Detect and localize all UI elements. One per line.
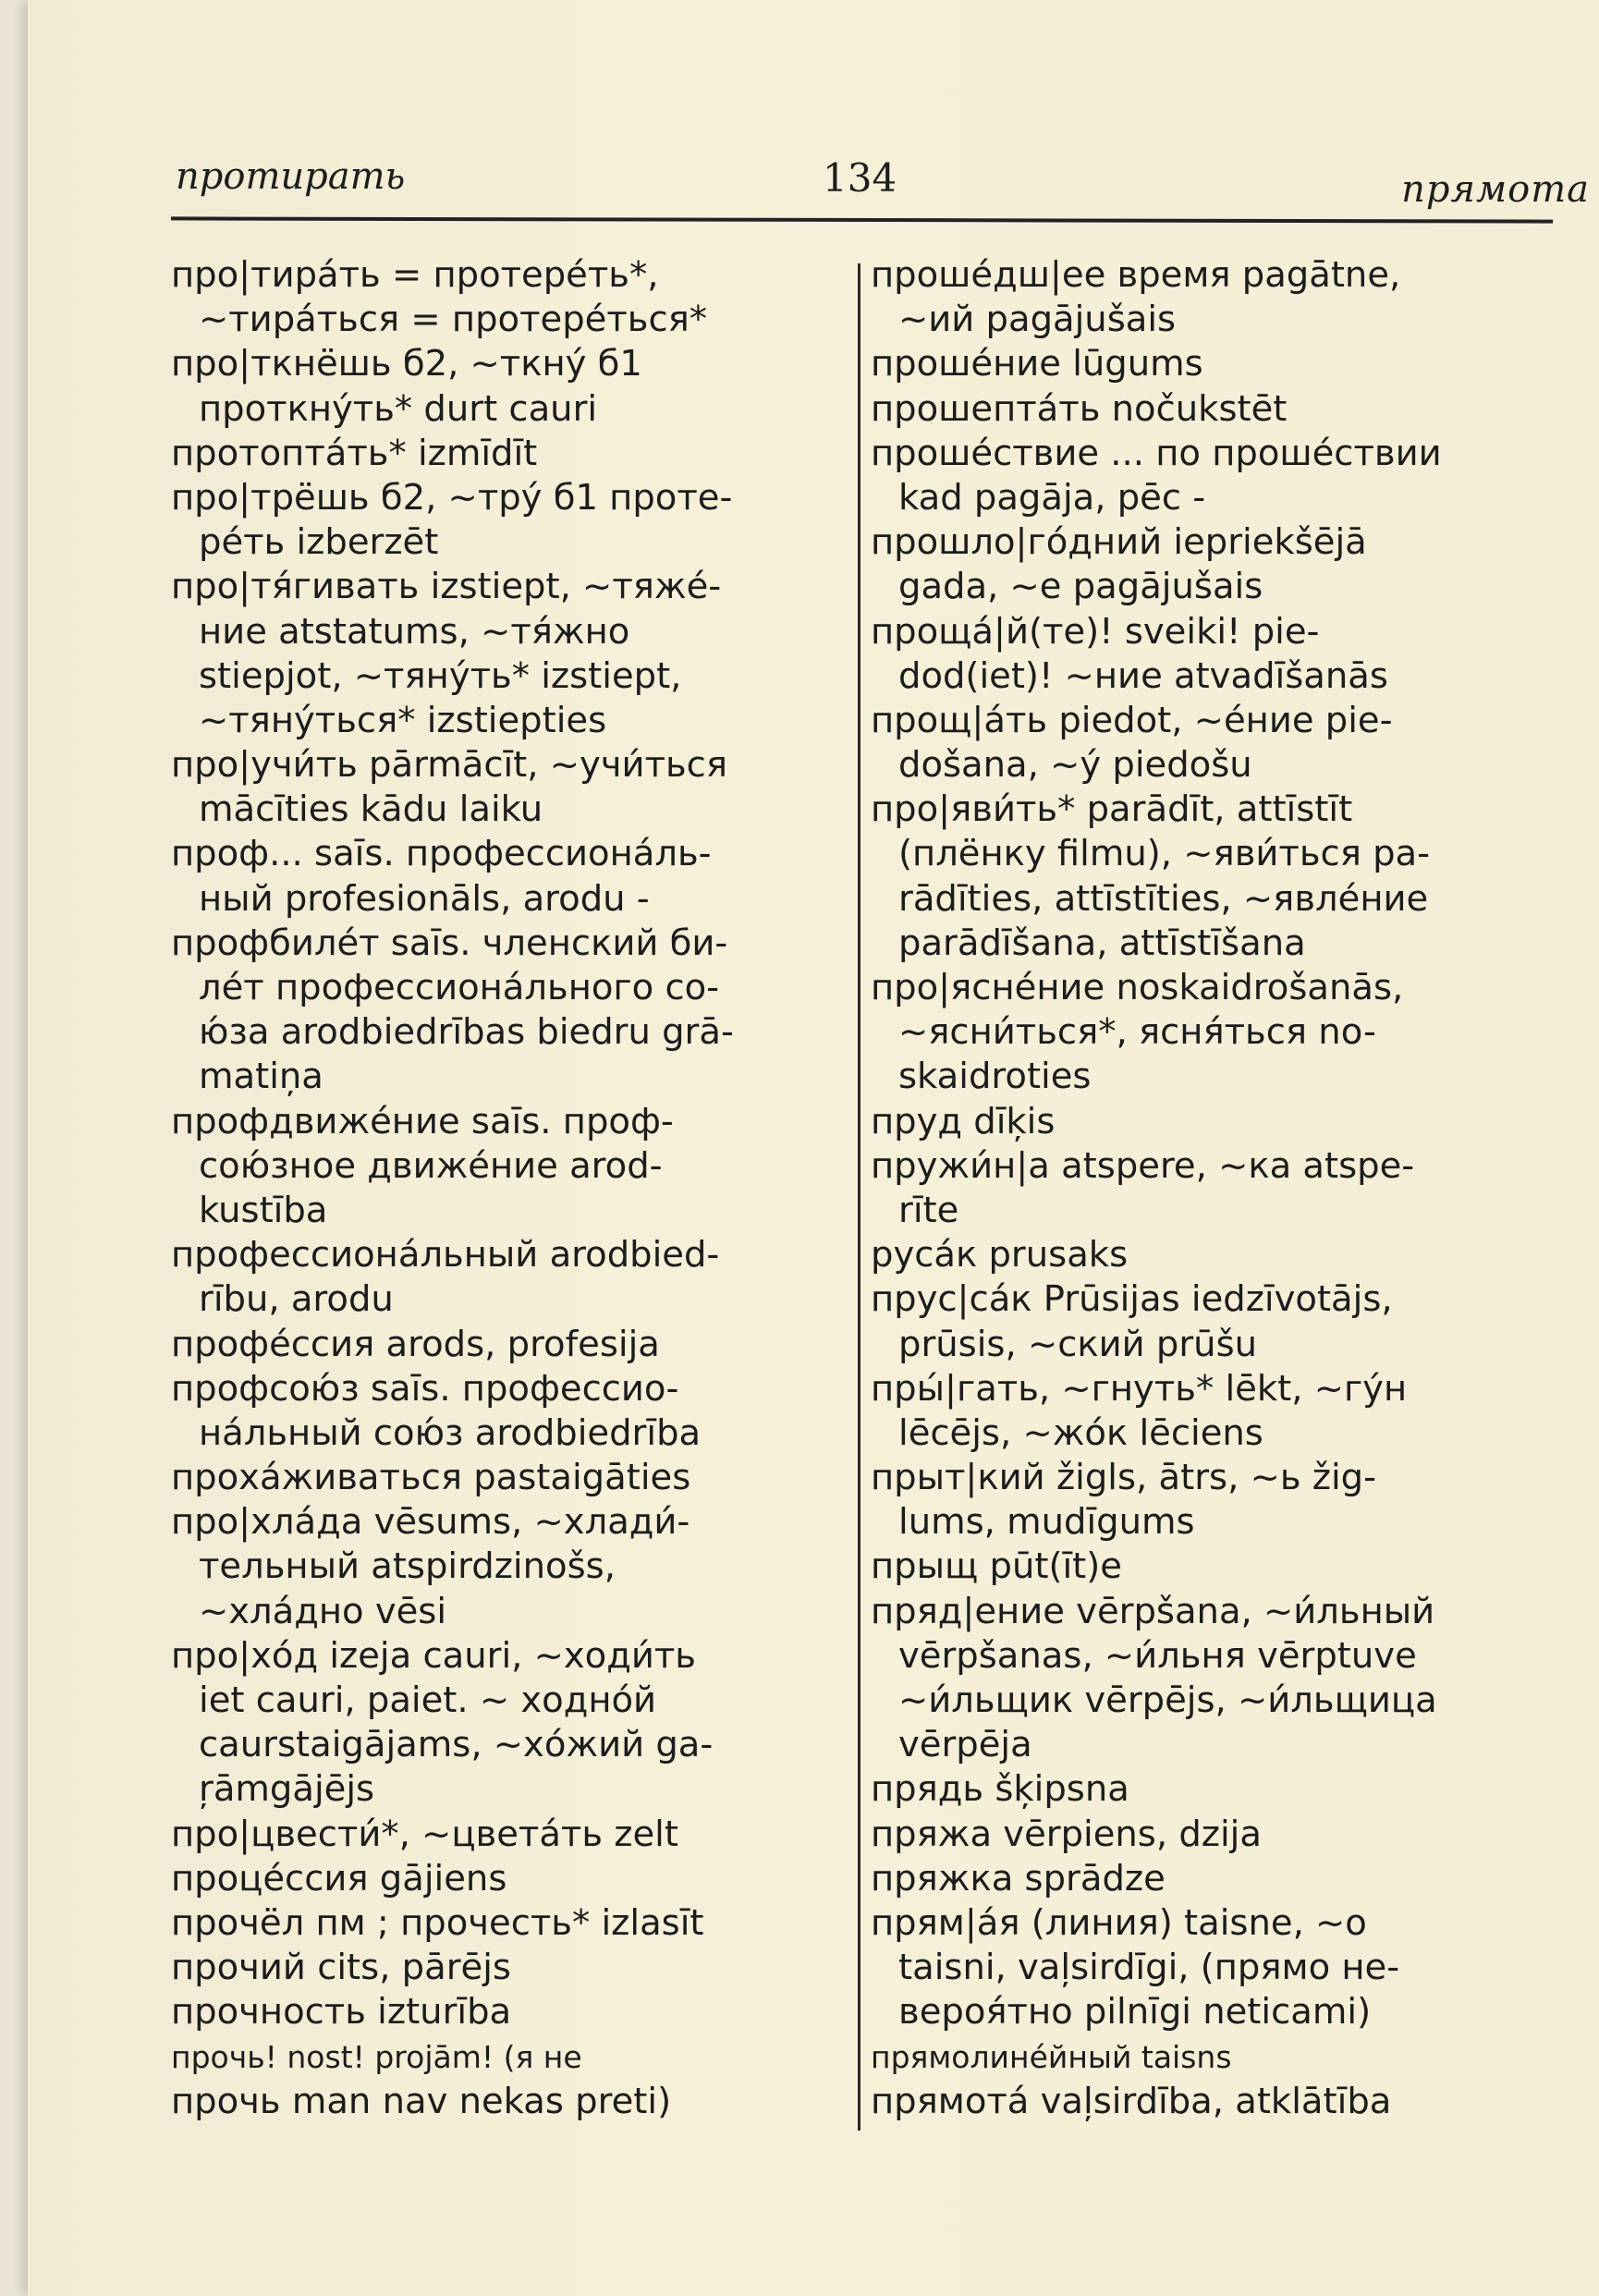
dictionary-line: на́льный сою́з arodbiedrība [199, 1411, 702, 1454]
dictionary-line: про|трёшь б2, ~тру́ б1 проте- [171, 476, 733, 519]
dictionary-line: проткну́ть* durt cauri [199, 387, 598, 430]
dictionary-line: lēcējs, ~жо́к lēciens [898, 1411, 1263, 1454]
dictionary-line: прочёл пм ; прочесть* izlasīt [171, 1901, 704, 1944]
dictionary-line: прямолине́йный taisns [871, 2038, 1232, 2075]
dictionary-line: проце́ссия gājiens [171, 1857, 507, 1899]
dictionary-line: про|тира́ть = протере́ть*, [171, 254, 659, 296]
dictionary-line: проше́дш|ее время pagātne, [871, 254, 1401, 296]
dictionary-line: ~тяну́ться* izstiepties [199, 699, 607, 741]
dictionary-line: прус|са́к Prūsijas iedzīvotājs, [871, 1278, 1393, 1321]
header-first-entry: протирать [176, 155, 406, 198]
dictionary-line: rību, arodu [199, 1278, 394, 1321]
dictionary-line: ние atstatums, ~тя́жно [199, 610, 630, 653]
dictionary-line: matiņa [199, 1056, 323, 1098]
left-column [171, 253, 846, 2124]
dictionary-line: проща́|й(те)! sveiki! pie- [871, 610, 1320, 653]
dictionary-line: про|учи́ть pārmācīt, ~учи́ться [171, 744, 728, 787]
right-column [871, 253, 1541, 2124]
dictionary-line: про|яви́ть* parādīt, attīstīt [871, 788, 1353, 831]
dictionary-line: про|хла́да vēsums, ~хлади́- [171, 1501, 690, 1544]
dictionary-line: ~ясни́ться*, ясня́ться no- [898, 1011, 1376, 1054]
dictionary-line: про|ясне́ние noskaidrošanās, [871, 967, 1404, 1008]
dictionary-line: parādīšana, attīstīšana [898, 922, 1306, 964]
dictionary-line: про|хо́д izeja cauri, ~ходи́ть [171, 1634, 696, 1677]
dictionary-line: прядь šķipsna [871, 1768, 1129, 1811]
dictionary-line: ю́за arodbiedrības biedru grā- [199, 1011, 734, 1054]
dictionary-line: došana, ~у́ piedošu [898, 744, 1252, 787]
dictionary-line: rīte [898, 1189, 959, 1231]
dictionary-line: ŗāmgājējs [199, 1768, 375, 1811]
dictionary-line: профессиона́льный arodbied- [171, 1234, 720, 1276]
dictionary-line: lums, mudīgums [898, 1501, 1195, 1544]
dictionary-line: kad pagāja, pēc - [898, 476, 1206, 519]
header-last-entry: прямота [1401, 168, 1590, 211]
dictionary-line: ле́т профессиона́льного со- [199, 967, 720, 1008]
dictionary-line: прямота́ vaļsirdība, atklātība [871, 2080, 1392, 2122]
dictionary-line: (плёнку filmu), ~яви́ться ра- [898, 833, 1431, 875]
dictionary-line: протопта́ть* izmīdīt [171, 432, 538, 474]
dictionary-line: ~хла́дно vēsi [199, 1590, 447, 1632]
dictionary-line: прочь man nav nekas preti) [171, 2080, 672, 2122]
dictionary-line: пры́|гать, ~гнуть* lēkt, ~гу́н [871, 1367, 1408, 1410]
dictionary-line: проф... saīs. профессиона́ль- [171, 833, 712, 875]
dictionary-line: gada, ~е pagājušais [898, 566, 1263, 608]
dictionary-line: тельный atspirdzinošs, [199, 1545, 616, 1588]
dictionary-line: прям|а́я (линия) taisne, ~о [871, 1901, 1367, 1944]
dictionary-line: руса́к prusaks [871, 1234, 1129, 1276]
dictionary-line: про|цвести́*, ~цвета́ть zelt [171, 1813, 678, 1855]
dictionary-line: прощ|а́ть piedot, ~е́ние pie- [871, 699, 1393, 741]
dictionary-line: rādīties, attīstīties, ~явле́ние [898, 877, 1429, 920]
dictionary-line: прочь! nost! projām! (я не [171, 2038, 582, 2075]
dictionary-line: прыщ pūt(īt)e [871, 1545, 1122, 1588]
dictionary-line: прочий cits, pārējs [171, 1947, 511, 1989]
dictionary-line: пряжка sprādze [871, 1857, 1166, 1899]
dictionary-line: сою́зное движе́ние arod- [199, 1144, 663, 1187]
dictionary-line: прошло|го́дний iepriekšējā [871, 521, 1367, 564]
dictionary-line: профсою́з saīs. профессио- [171, 1367, 679, 1410]
page-number: 134 [823, 155, 897, 201]
dictionary-line: iet cauri, paiet. ~ ходно́й [199, 1679, 657, 1721]
dictionary-line: stiepjot, ~тяну́ть* izstiept, [199, 654, 682, 697]
dictionary-line: проше́ствие ... по проше́ствии [871, 432, 1442, 474]
dictionary-line: про|ткнёшь б2, ~ткну́ б1 [171, 343, 642, 385]
dictionary-line: ~и́льщик vērpējs, ~и́льщица [898, 1679, 1437, 1721]
dictionary-line: mācīties kādu laiku [199, 788, 543, 831]
dictionary-line: вероя́тно pilnīgi neticami) [898, 1991, 1372, 2033]
dictionary-line: ре́ть izberzēt [199, 521, 439, 564]
dictionary-line: caurstaigājams, ~хо́жий ga- [199, 1724, 714, 1766]
dictionary-line: skaidroties [898, 1056, 1092, 1098]
column-divider [858, 263, 861, 2131]
dictionary-line: taisni, vaļsirdīgi, (прямо не- [898, 1947, 1400, 1989]
dictionary-line: ный profesionāls, arodu - [199, 877, 650, 920]
dictionary-line: проха́живаться pastaigāties [171, 1457, 691, 1499]
dictionary-line: vērpēja [898, 1724, 1032, 1766]
dictionary-line: ~ий pagājušais [898, 299, 1177, 341]
dictionary-line: профбиле́т saīs. членский би- [171, 922, 728, 964]
dictionary-line: kustība [199, 1189, 328, 1231]
dictionary-line: прыт|кий žigls, ātrs, ~ь žig- [871, 1457, 1376, 1499]
dictionary-line: пряжа vērpiens, dzija [871, 1813, 1262, 1855]
dictionary-line: vērpšanas, ~и́льня vērptuve [898, 1634, 1417, 1677]
dictionary-line: профе́ссия arods, profesija [171, 1323, 660, 1365]
dictionary-line: про|тя́гивать izstiept, ~тяже́- [171, 566, 722, 608]
dictionary-line: prūsis, ~ский prūšu [898, 1323, 1258, 1365]
dictionary-line: профдвиже́ние saīs. проф- [171, 1100, 674, 1142]
dictionary-line: ~тира́ться = протере́ться* [199, 299, 708, 341]
dictionary-line: пряд|ение vērpšana, ~и́льный [871, 1590, 1435, 1632]
dictionary-line: прошепта́ть nočukstēt [871, 387, 1288, 430]
page-header [28, 155, 1599, 220]
dictionary-line: проше́ние lūgums [871, 343, 1203, 385]
dictionary-line: прочность izturība [171, 1991, 512, 2033]
dictionary-page [28, 0, 1599, 2296]
dictionary-line: пружи́н|а atspere, ~ка atspe- [871, 1144, 1415, 1187]
dictionary-line: dod(iet)! ~ние atvadīšanās [898, 654, 1388, 697]
dictionary-line: пруд dīķis [871, 1100, 1056, 1142]
